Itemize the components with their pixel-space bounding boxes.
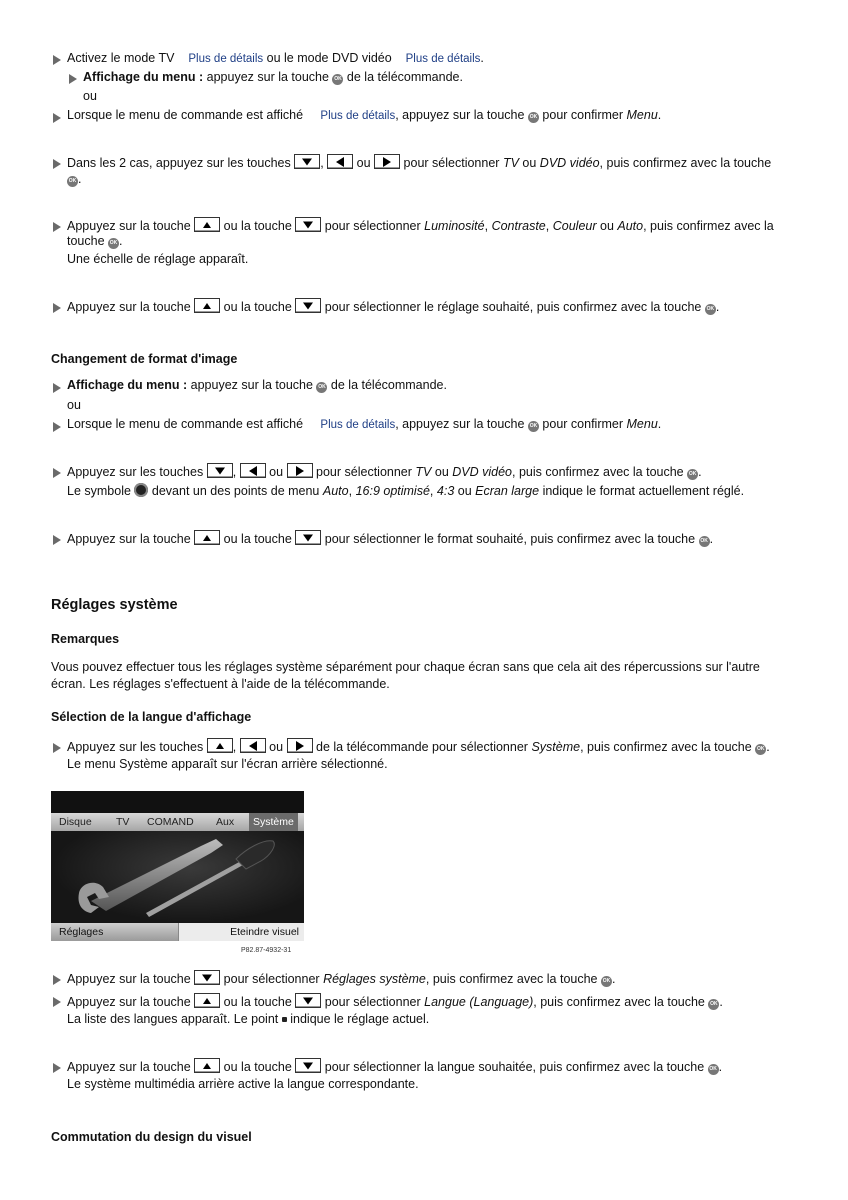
more-details-link[interactable]: Plus de détails (188, 53, 264, 65)
arrow-down-key-icon (295, 1058, 321, 1073)
ok-button-icon: OK (755, 744, 766, 755)
text: ou (269, 740, 284, 754)
arrow-down-key-icon (294, 154, 320, 169)
current-setting-dot-icon (282, 1017, 287, 1022)
paragraph-select-system-settings (67, 970, 615, 987)
text: Appuyez sur les touches (67, 465, 204, 479)
language-activated-text: Le système multimédia arrière active la langue correspondante. (67, 1077, 419, 1091)
ok-button-icon: OK (528, 421, 539, 432)
text: , (320, 156, 324, 170)
text: , (545, 219, 550, 233)
heading-system-settings: Réglages système (51, 597, 178, 613)
text: , appuyez sur la touche (395, 108, 525, 122)
arrow-left-key-icon (240, 463, 266, 478)
paragraph-menu-shown-2 (67, 417, 661, 432)
text: pour sélectionner (403, 156, 500, 170)
text: ou (600, 219, 614, 233)
text: , (484, 219, 489, 233)
arrow-right-key-icon (374, 154, 400, 169)
ok-button-icon: OK (705, 304, 716, 315)
paragraph-select-system (67, 738, 770, 755)
text: pour sélectionner (324, 995, 421, 1009)
text: Activez le mode TV (67, 51, 175, 65)
text: , (348, 484, 353, 498)
arrow-down-key-icon (295, 993, 321, 1008)
text: . (719, 995, 723, 1009)
text: . (657, 417, 662, 431)
arrow-down-key-icon (295, 298, 321, 313)
text: Couleur (552, 219, 597, 233)
arrow-up-key-icon (194, 993, 220, 1008)
ok-button-icon: OK (708, 999, 719, 1010)
text: Menu (626, 108, 658, 122)
paragraph-mode-tv (67, 51, 484, 65)
text: . (715, 300, 720, 314)
screen-menu-item: COMAND (147, 816, 194, 828)
triangle-bullet-icon (53, 535, 61, 545)
text: Affichage du menu : (83, 70, 204, 84)
text: , (232, 740, 237, 754)
text: , puis confirmez avec la (643, 219, 774, 233)
triangle-bullet-icon (53, 222, 61, 232)
triangle-bullet-icon (53, 422, 61, 432)
text: ou la touche (223, 532, 292, 546)
text: pour sélectionner le format souhaité, puis confirmez avec la touche (324, 532, 696, 546)
triangle-bullet-icon (53, 113, 61, 123)
text: ou la touche (223, 300, 292, 314)
arrow-left-key-icon (240, 738, 266, 753)
text: appuyez sur la touche (206, 70, 329, 84)
text: , appuyez sur la touche (395, 417, 525, 431)
paragraph-select-tv-dvd (67, 463, 702, 480)
screen-menu-item: TV (116, 816, 130, 828)
more-details-link[interactable]: Plus de détails (405, 53, 481, 65)
text: Dans les 2 cas, appuyez sur les touches (67, 156, 291, 170)
paragraph-select-setting (67, 298, 719, 315)
heading-image-format: Changement de format d'image (51, 352, 238, 366)
arrow-up-key-icon (194, 530, 220, 545)
heading-display-language: Sélection de la langue d'affichage (51, 710, 252, 724)
paragraph-select-format (67, 530, 713, 547)
ok-button-icon: OK (332, 74, 343, 85)
tools-illustration (51, 831, 304, 923)
image-reference-caption: P82.87-4932-31 (241, 947, 292, 954)
screen-menu-item: Aux (216, 816, 235, 828)
text: La liste des langues apparaît. Le point (67, 1012, 279, 1026)
text: 16:9 optimisé (355, 484, 430, 498)
text: Menu (626, 417, 658, 431)
scale-appears-text: Une échelle de réglage apparaît. (67, 252, 249, 266)
arrow-up-key-icon (194, 1058, 220, 1073)
arrow-up-key-icon (194, 217, 220, 232)
text: indique le réglage actuel. (290, 1012, 430, 1026)
screen-turn-off-display-item: Eteindre visuel (178, 923, 304, 941)
paragraph-menu-shown (67, 108, 661, 123)
paragraph-both-cases (67, 154, 771, 170)
triangle-bullet-icon (53, 1063, 61, 1073)
text: Le symbole (67, 484, 131, 498)
arrow-down-key-icon (207, 463, 233, 478)
paragraph-menu-display (83, 70, 463, 85)
text: pour confirmer (542, 108, 624, 122)
text: , puis confirmez avec la touche (425, 972, 598, 986)
arrow-down-key-icon (194, 970, 220, 985)
text: pour sélectionner (324, 219, 421, 233)
text: . (698, 465, 702, 479)
text: . (709, 532, 714, 546)
text: devant un des points de menu (151, 484, 320, 498)
ok-button-icon: OK (67, 176, 78, 187)
or-text: ou (67, 398, 81, 412)
remarks-text-line2: écran. Les réglages s'effectuent à l'aide de la télécommande. (51, 677, 390, 691)
text: , (429, 484, 434, 498)
text: de la télécommande. (346, 70, 463, 84)
text: Lorsque le menu de commande est affiché (67, 417, 304, 431)
system-menu-appears-text: Le menu Système apparaît sur l'écran arrière sélectionné. (67, 757, 388, 771)
text: ou la touche (223, 1060, 292, 1074)
text: Appuyez sur la touche (67, 219, 191, 233)
text: Lorsque le menu de commande est affiché (67, 108, 304, 122)
remarks-text-line1: Vous pouvez effectuer tous les réglages système séparément pour chaque écran sans que cela ait des répercussions sur l'autre (51, 660, 760, 674)
text: Appuyez sur les touches (67, 740, 204, 754)
text: touche (67, 234, 105, 248)
ok-button-icon: OK (687, 469, 698, 480)
text: ou (457, 484, 472, 498)
text: ou (522, 156, 537, 170)
text: Affichage du menu : (67, 378, 188, 392)
triangle-bullet-icon (53, 975, 61, 985)
text: . (612, 972, 616, 986)
text: Contraste (491, 219, 546, 233)
text: . (718, 1060, 723, 1074)
text: pour confirmer (542, 417, 624, 431)
screen-settings-item: Réglages (51, 923, 178, 941)
heading-remarks: Remarques (51, 632, 120, 646)
ok-button-icon: OK (601, 976, 612, 987)
arrow-up-key-icon (194, 298, 220, 313)
text: ou la touche (223, 995, 292, 1009)
text: . (657, 108, 662, 122)
screen-menu-item: Disque (59, 816, 92, 828)
paragraph-both-cases-cont (67, 172, 81, 187)
text: , puis confirmez avec la touche (580, 740, 752, 754)
text: . (78, 172, 82, 186)
ok-button-icon: OK (108, 238, 119, 249)
text: , puis confirmez avec la touche (512, 465, 684, 479)
text: Appuyez sur la touche (67, 532, 191, 546)
text: pour sélectionner la langue souhaitée, puis confirmez avec la touche (324, 1060, 705, 1074)
text: TV (502, 156, 519, 170)
text: Appuyez sur la touche (67, 995, 191, 1009)
text: , puis confirmez avec la touche (599, 156, 772, 170)
text: DVD vidéo (539, 156, 600, 170)
text: ou (356, 156, 371, 170)
text: pour sélectionner (223, 972, 320, 986)
text: Appuyez sur la touche (67, 1060, 191, 1074)
text: de la télécommande. (330, 378, 447, 392)
text: Luminosité (424, 219, 485, 233)
text: appuyez sur la touche (190, 378, 313, 392)
screen-bottom-bar (51, 923, 304, 941)
text: Système (531, 740, 581, 754)
triangle-bullet-icon (53, 383, 61, 393)
text: pour sélectionner (316, 465, 412, 479)
or-text: ou (83, 89, 97, 103)
text: Auto (322, 484, 349, 498)
more-details-link[interactable]: Plus de détails (320, 419, 396, 431)
arrow-down-key-icon (295, 530, 321, 545)
ok-button-icon: OK (708, 1064, 719, 1075)
text: . (766, 740, 770, 754)
text: pour sélectionner le réglage souhaité, puis confirmez avec la touche (324, 300, 702, 314)
triangle-bullet-icon (53, 743, 61, 753)
paragraph-select-language (67, 993, 723, 1010)
triangle-bullet-icon (53, 468, 61, 478)
arrow-right-key-icon (287, 738, 313, 753)
triangle-bullet-icon (53, 997, 61, 1007)
paragraph-brightness-cont (67, 234, 123, 249)
triangle-bullet-icon (69, 74, 77, 84)
text: Langue (Language) (424, 995, 534, 1009)
text: Réglages système (323, 972, 426, 986)
text: . (480, 51, 484, 65)
ok-button-icon: OK (528, 112, 539, 123)
text: TV (415, 465, 432, 479)
text: ou la touche (223, 219, 292, 233)
text: indique le format actuellement réglé. (542, 484, 745, 498)
text: 4:3 (436, 484, 455, 498)
text: ou (269, 465, 284, 479)
triangle-bullet-icon (53, 303, 61, 313)
screen-menu-bar (51, 813, 304, 831)
text: Appuyez sur la touche (67, 300, 191, 314)
text: DVD vidéo (452, 465, 513, 479)
paragraph-menu-display-2 (67, 378, 447, 393)
heading-display-design: Commutation du design du visuel (51, 1130, 252, 1144)
arrow-up-key-icon (207, 738, 233, 753)
selected-dot-icon (134, 483, 148, 497)
triangle-bullet-icon (53, 55, 61, 65)
text: Ecran large (475, 484, 540, 498)
more-details-link[interactable]: Plus de détails (320, 110, 396, 122)
paragraph-select-desired-language (67, 1058, 722, 1075)
text: de la télécommande pour sélectionner (316, 740, 528, 754)
ok-button-icon: OK (316, 382, 327, 393)
text: Auto (617, 219, 644, 233)
text: ou le mode DVD vidéo (266, 51, 392, 65)
arrow-down-key-icon (295, 217, 321, 232)
system-menu-screenshot (51, 791, 304, 941)
ok-button-icon: OK (699, 536, 710, 547)
paragraph-brightness (67, 217, 774, 233)
wrench-screwdriver-icon (51, 831, 304, 923)
triangle-bullet-icon (53, 159, 61, 169)
paragraph-language-list (67, 1012, 429, 1026)
text: , (232, 465, 237, 479)
arrow-right-key-icon (287, 463, 313, 478)
text: ou (434, 465, 449, 479)
paragraph-symbol (67, 483, 744, 498)
text: , puis confirmez avec la touche (533, 995, 705, 1009)
arrow-left-key-icon (327, 154, 353, 169)
screen-menu-item-selected: Système (249, 813, 298, 831)
text: . (119, 234, 123, 248)
text: Appuyez sur la touche (67, 972, 191, 986)
